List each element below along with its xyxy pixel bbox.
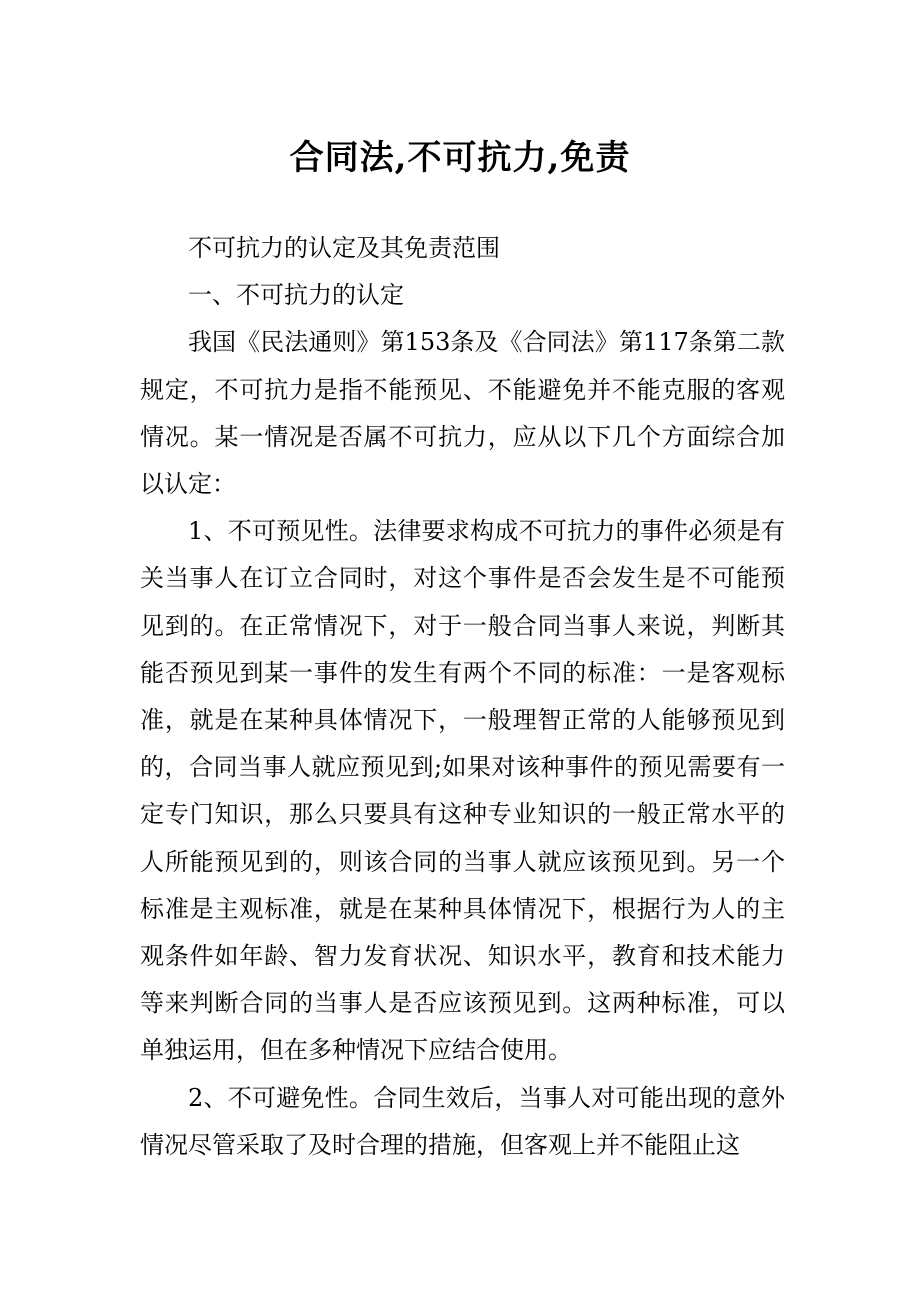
document-title: 合同法,不可抗力,免责: [289, 137, 631, 178]
paragraph-unavoidability: 2、不可避免性。合同生效后，当事人对可能出现的意外情况尽管采取了及时合理的措施，但客观上并不能阻止这: [140, 1083, 785, 1159]
document-body: [140, 225, 785, 1169]
paragraph-section-heading: 一、不可抗力的认定: [188, 281, 404, 310]
paragraph-subtitle: 不可抗力的认定及其免责范围: [188, 234, 500, 262]
paragraph-definition: 我国《民法通则》第153条及《合同法》第117条第二款规定，不可抗力是指不能预见、不能避免并不能克服的客观情况。某一情况是否属不可抗力，应从以下几个方面综合加以认定：: [140, 328, 785, 499]
paragraph-unforeseeability: 1、不可预见性。法律要求构成不可抗力的事件必须是有关当事人在订立合同时，对这个事件是否会发生是不可能预见到的。在正常情况下，对于一般合同当事人来说，判断其能否预见到某一事件的发生有两个不同的标准：一是客观标准，就是在某种具体情况下，一般理智正常的人能够预见到的，合同当事人就应预见到;如果对该种事件的预见需要有一定专门知识，那么只要具有这种专业知识的一般正常水平的人所能预见到的，则该合同的当事人就应该预见到。另一个标准是主观标准，就是在某种具体情况下，根据行为人的主观条件如年龄、智力发育状况、知识水平，教育和技术能力等来判断合同的当事人是否应该预见到。这两种标准，可以单独运用，但在多种情况下应结合使用。: [140, 517, 785, 1065]
